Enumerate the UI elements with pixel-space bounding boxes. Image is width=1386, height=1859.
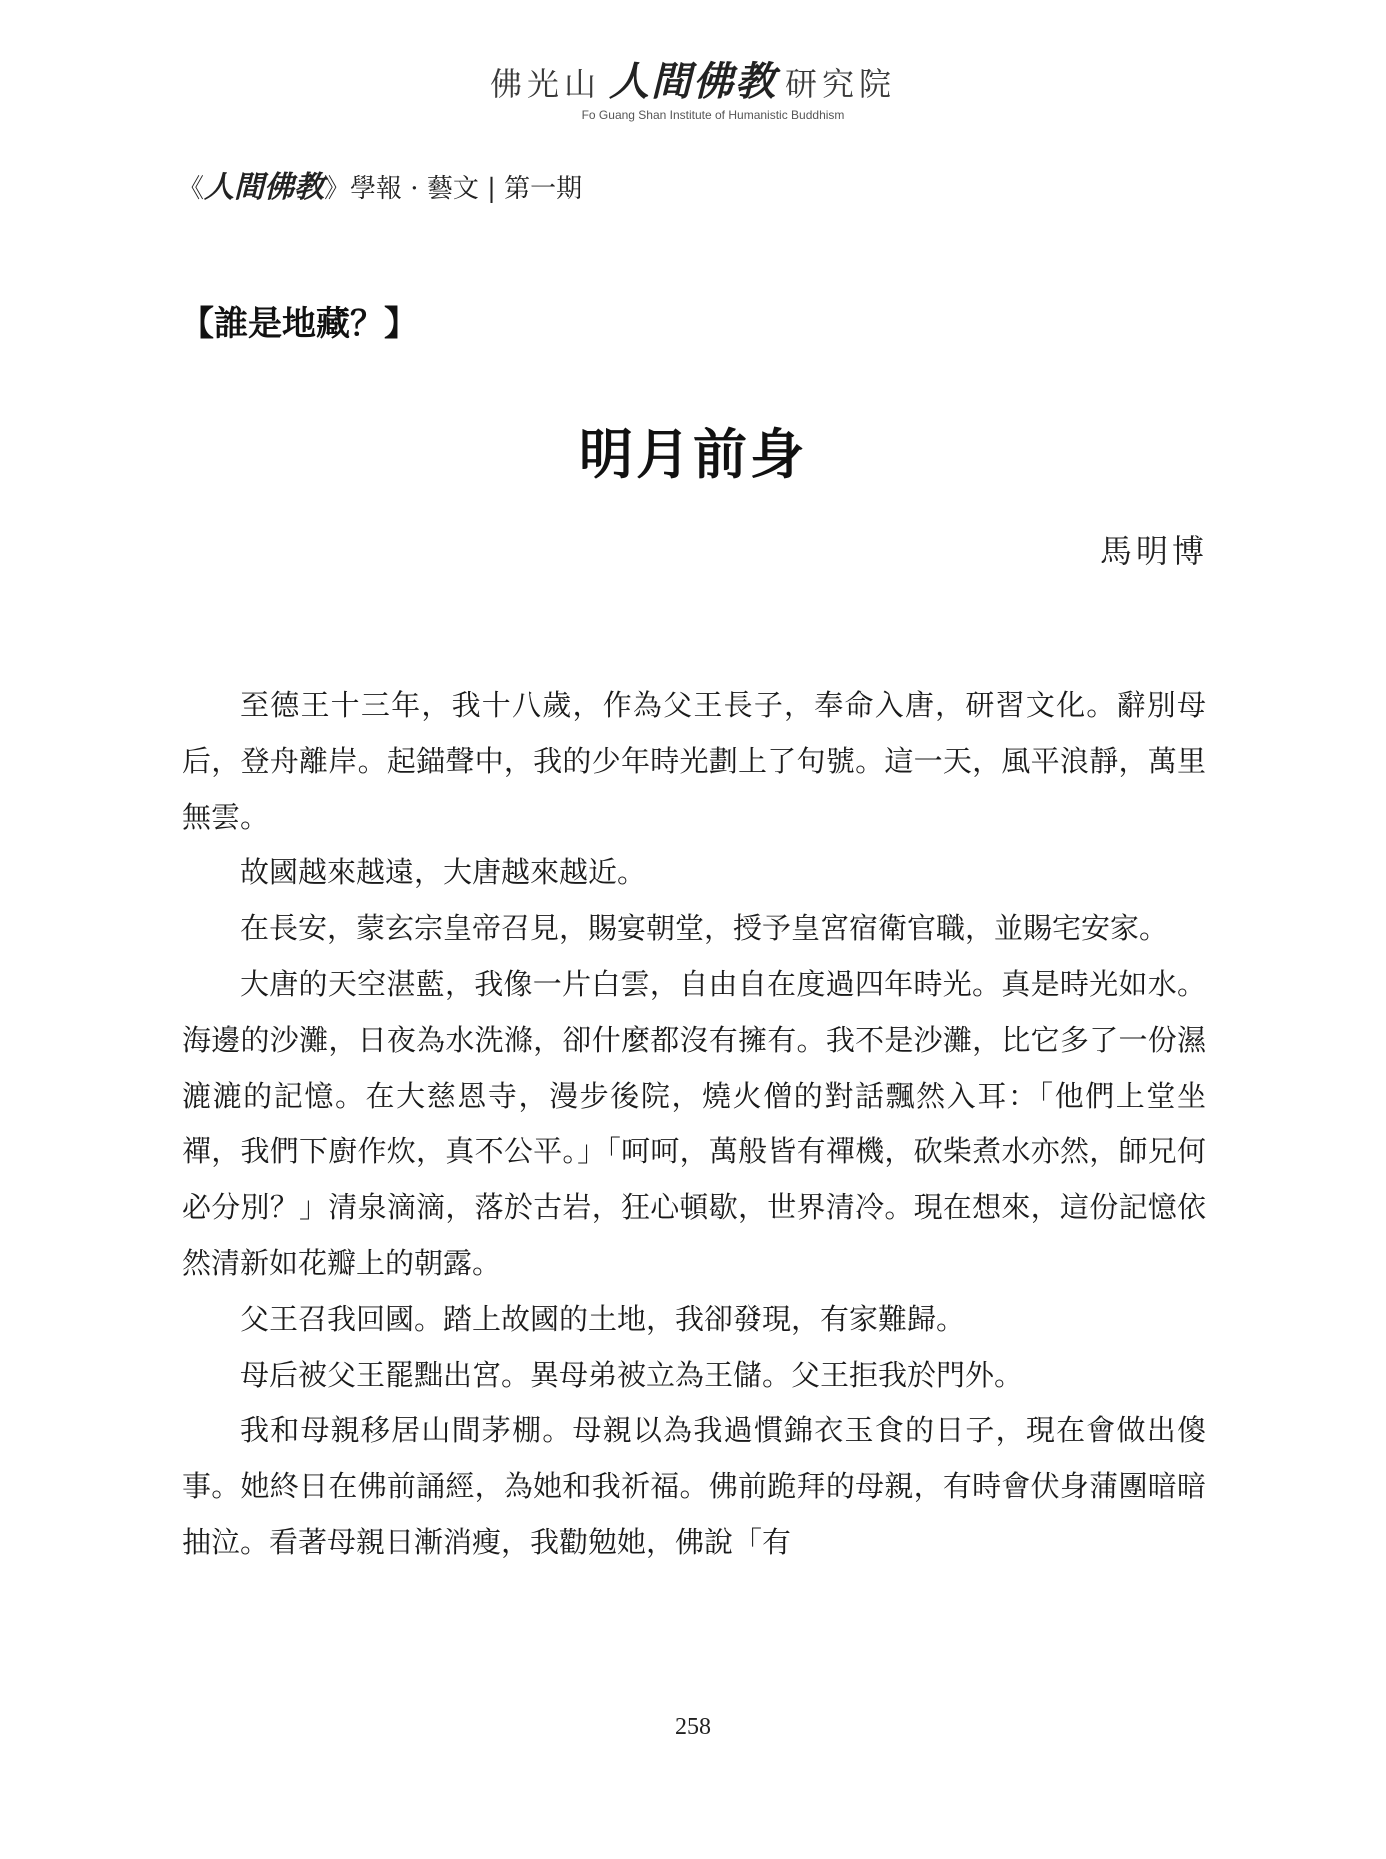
masthead (0, 58, 1386, 122)
masthead-title (0, 58, 1386, 106)
section-label: 【誰是地藏？】 (180, 304, 418, 344)
running-head (178, 162, 582, 206)
running-head-open: 《 (178, 174, 205, 204)
article-body (182, 678, 1206, 1571)
paragraph: 父王召我回國。踏上故國的土地，我卻發現，有家難歸。 (240, 1301, 966, 1336)
masthead-prefix: 佛光山 (489, 65, 601, 103)
masthead-suffix: 研究院 (785, 65, 897, 103)
article-title: 明月前身 (579, 423, 807, 486)
paragraph: 我和母親移居山間茅棚。母親以為我過慣錦衣玉食的日子，現在會做出傻事。她終日在佛前誦經，為她和我祈福。佛前跪拜的母親，有時會伏身蒲團暗暗抽泣。看著母親日漸消瘦，我勸勉她，佛說「有 (182, 1413, 1206, 1559)
paragraph: 故國越來越遠，大唐越來越近。 (240, 855, 647, 890)
page-number: 258 (675, 1714, 711, 1740)
running-head-close: 》 (324, 174, 351, 204)
paragraph: 在長安，蒙玄宗皇帝召見，賜宴朝堂，授予皇宮宿衛官職，並賜宅安家。 (240, 911, 1169, 946)
author-name: 馬明博 (1099, 532, 1208, 570)
masthead-english: Fo Guang Shan Institute of Humanistic Buddhism (581, 108, 845, 122)
running-head-text: 學報 · 藝文 | 第一期 (350, 174, 583, 204)
paragraph: 至德王十三年，我十八歲，作為父王長子，奉命入唐，研習文化。辭別母后，登舟離岸。起錨聲中，我的少年時光劃上了句號。這一天，風平浪靜，萬里無雲。 (182, 688, 1206, 834)
paragraph: 大唐的天空湛藍，我像一片白雲，自由自在度過四年時光。真是時光如水。海邊的沙灘，日夜為水洗滌，卻什麼都沒有擁有。我不是沙灘，比它多了一份濕漉漉的記憶。在大慈恩寺，漫步後院，燒火僧的對話飄然入耳：「他們上堂坐禪，我們下廚作炊，真不公平。」「呵呵，萬般皆有禪機，砍柴煮水亦然，師兄何必分別？」清泉滴滴，落於古岩，狂心頓歇，世界清冷。現在想來，這份記憶依然清新如花瓣上的朝露。 (182, 966, 1206, 1280)
masthead-brand-logo: 人間佛教 (609, 59, 777, 105)
running-head-brand: 人間佛教 (204, 170, 325, 205)
paragraph: 母后被父王罷黜出宮。異母弟被立為王儲。父王拒我於門外。 (240, 1357, 1024, 1392)
